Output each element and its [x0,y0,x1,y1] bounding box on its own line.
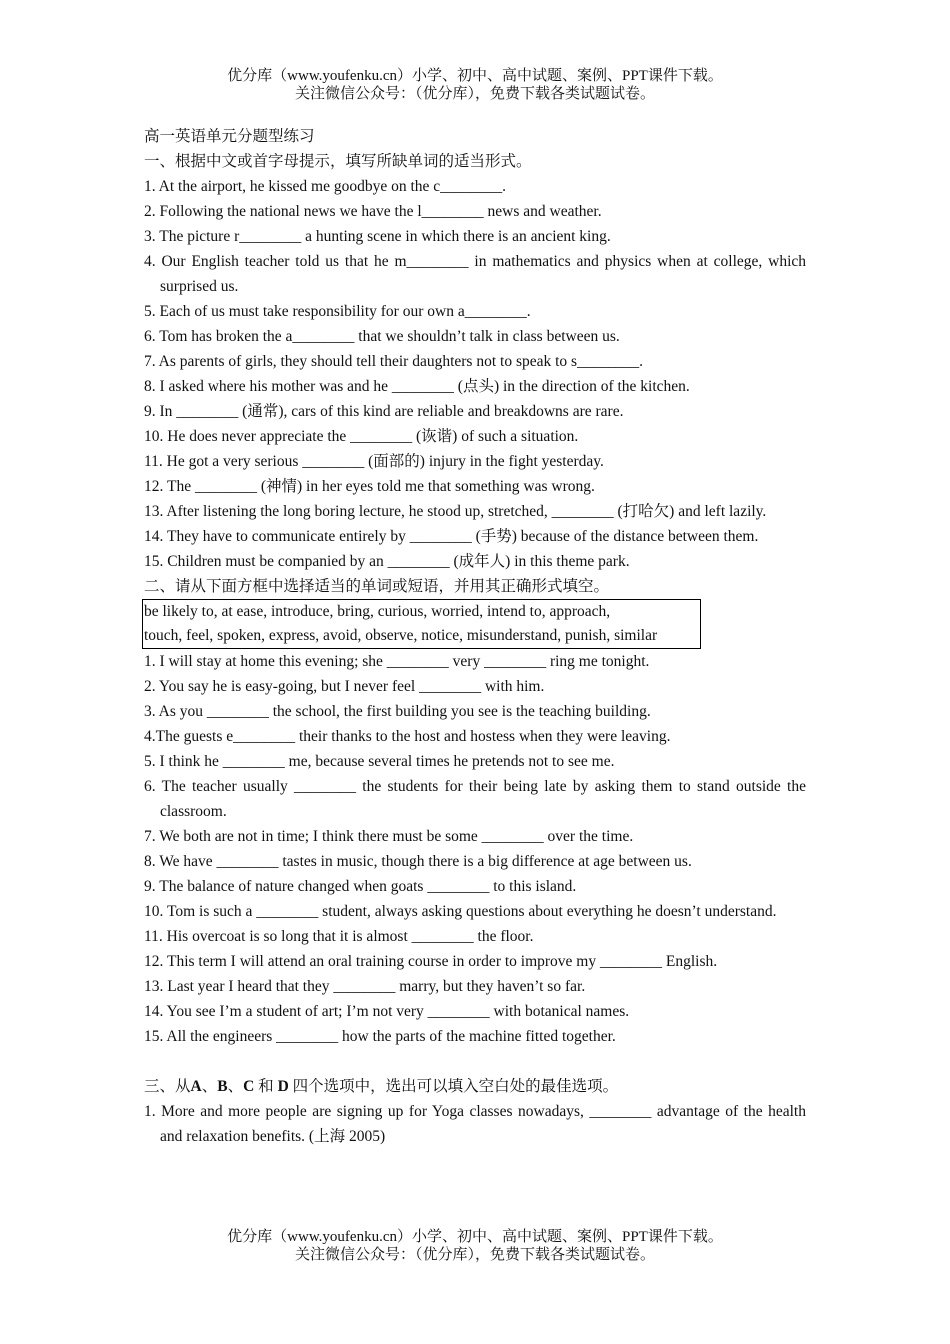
worksheet-body [144,124,806,1149]
question-item: 2. Following the national news we have the l________ news and weather. [144,203,602,220]
page-footer [0,1228,950,1264]
question-item: 13. After listening the long boring lecture, he stood up, stretched, ________ (打哈欠) and left lazily. [144,503,767,520]
spacer [144,1049,806,1074]
question-item: 5. I think he ________ me, because several times he pretends not to see me. [144,753,615,770]
footer-line-2: 关注微信公众号：（优分库），免费下载各类试题试卷。 [294,1247,655,1263]
section-3-heading-prefix: 三、从 [144,1078,191,1095]
separator: 、 [201,1078,218,1095]
question-item: 10. Tom is such a ________ student, always asking questions about everything he doesn’t understand. [144,903,777,920]
question-item: 6. The teacher usually ________ the students for their being late by asking them to stand outside the classroom. [144,778,806,820]
option-a-label: A [190,1078,202,1095]
question-item: 9. The balance of nature changed when goats ________ to this island. [144,878,577,895]
question-item: 4.The guests e________ their thanks to the host and hostess when they were leaving. [144,728,671,745]
section-3-heading [144,1074,806,1099]
section-2-list [144,649,806,1049]
header-line-1: 优分库（www.youfenku.cn）小学、初中、高中试题、案例、PPT课件下载。 [227,68,723,84]
question-item: 5. Each of us must take responsibility for our own a________. [144,303,531,320]
worksheet-title: 高一英语单元分题型练习 [144,128,315,145]
question-item: 15. Children must be companied by an ________ (成年人) in this theme park. [144,553,630,570]
question-item: 15. All the engineers ________ how the parts of the machine fitted together. [144,1028,616,1045]
question-item: 9. In ________ (通常), cars of this kind are reliable and breakdowns are rare. [144,403,624,420]
question-item: 1. More and more people are signing up for Yoga classes nowadays, ________ advantage of the health and relaxation benefits. (上海 2005) [144,1103,806,1145]
question-item: 10. He does never appreciate the ________ (诙谐) of such a situation. [144,428,579,445]
question-item: 2. You say he is easy-going, but I never feel ________ with him. [144,678,545,695]
question-item: 8. I asked where his mother was and he ________ (点头) in the direction of the kitchen. [144,378,690,395]
footer-line-1: 优分库（www.youfenku.cn）小学、初中、高中试题、案例、PPT课件下载。 [227,1229,723,1245]
question-item: 14. You see I’m a student of art; I’m not very ________ with botanical names. [144,1003,630,1020]
question-item: 4. Our English teacher told us that he m________ in mathematics and physics when at college, which surprised us. [144,253,806,295]
word-box [142,599,701,649]
question-item: 3. The picture r________ a hunting scene in which there is an ancient king. [144,228,611,245]
question-item: 11. His overcoat is so long that it is almost ________ the floor. [144,928,534,945]
option-b-label: B [217,1078,228,1095]
and-word: 和 [254,1078,278,1095]
section-1-heading: 一、根据中文或首字母提示，填写所缺单词的适当形式。 [144,153,532,170]
question-item: 1. I will stay at home this evening; she ________ very ________ ring me tonight. [144,653,650,670]
question-item: 14. They have to communicate entirely by ________ (手势) because of the distance between them. [144,528,759,545]
question-item: 7. As parents of girls, they should tell their daughters not to speak to s________. [144,353,643,370]
option-c-label: C [243,1078,255,1095]
section-1-list [144,174,806,574]
section-3-list [144,1099,806,1149]
question-item: 1. At the airport, he kissed me goodbye on the c________. [144,178,507,195]
question-item: 13. Last year I heard that they ________ marry, but they haven’t so far. [144,978,586,995]
question-item: 11. He got a very serious ________ (面部的) injury in the fight yesterday. [144,453,604,470]
section-2-heading: 二、请从下面方框中选择适当的单词或短语，并用其正确形式填空。 [144,578,610,595]
word-box-line: touch, feel, spoken, express, avoid, observe, notice, misunderstand, punish, similar [144,627,658,644]
page-header [0,67,950,103]
option-d-label: D [277,1078,289,1095]
question-item: 12. The ________ (神情) in her eyes told me that something was wrong. [144,478,595,495]
question-item: 6. Tom has broken the a________ that we shouldn’t talk in class between us. [144,328,620,345]
question-item: 12. This term I will attend an oral training course in order to improve my ________ English. [144,953,718,970]
word-box-line: be likely to, at ease, introduce, bring, curious, worried, intend to, approach, [144,603,611,620]
question-item: 7. We both are not in time; I think there must be some ________ over the time. [144,828,634,845]
section-3-heading-suffix: 四个选项中，选出可以填入空白处的最佳选项。 [288,1078,619,1095]
separator: 、 [227,1078,244,1095]
question-item: 8. We have ________ tastes in music, though there is a big difference at age between us. [144,853,692,870]
header-line-2: 关注微信公众号：（优分库），免费下载各类试题试卷。 [294,86,655,102]
question-item: 3. As you ________ the school, the first building you see is the teaching building. [144,703,651,720]
